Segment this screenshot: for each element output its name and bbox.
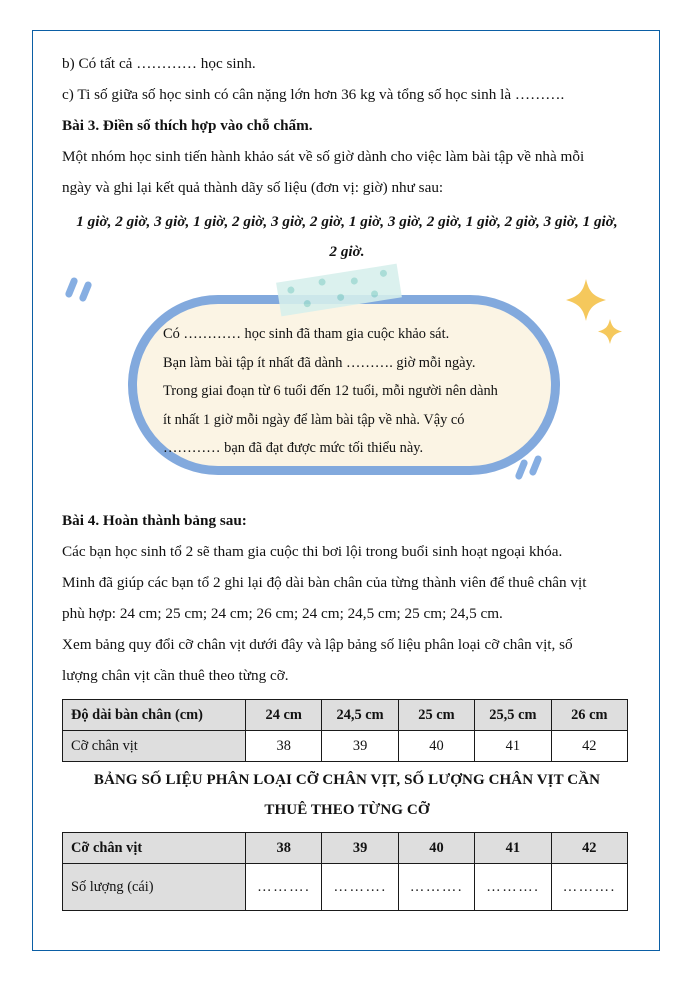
table-row xyxy=(63,731,628,762)
table1-row1-cell-2: 25 cm xyxy=(398,700,474,731)
table-row xyxy=(63,700,628,731)
table2-row1-cell-4: 42 xyxy=(551,833,627,864)
sparkle-small-icon xyxy=(598,319,622,344)
quote-mark-top-left-icon xyxy=(68,277,75,298)
callout-line-5: ………… bạn đã đạt được mức tối thiểu này. xyxy=(163,440,424,457)
exercise4-line3: phù hợp: 24 cm; 25 cm; 24 cm; 26 cm; 24 cm; 24,5 cm; 25 cm; 24,5 cm. xyxy=(62,605,503,622)
table1-row2-cell-0: 38 xyxy=(246,731,322,762)
callout-line-4: ít nhất 1 giờ mỗi ngày để làm bài tập về nhà. Vậy có xyxy=(163,411,465,428)
table2-caption-line2: THUÊ THEO TỪNG CỠ xyxy=(264,802,430,818)
table2-row2-blank-1[interactable]: ………. xyxy=(322,864,398,911)
table2-row1-label: Cỡ chân vịt xyxy=(63,833,246,864)
exercise3-intro-line2: ngày và ghi lại kết quả thành dãy số liệu (đơn vị: giờ) như sau: xyxy=(62,179,444,196)
table1-row2-cell-3: 41 xyxy=(475,731,551,762)
exercise4-heading: Bài 4. Hoàn thành bảng sau: xyxy=(62,512,247,529)
table1-row1-label: Độ dài bàn chân (cm) xyxy=(63,700,246,731)
exercise2-item-c: c) Ti số giữa số học sinh có cân nặng lớn hơn 36 kg và tổng số học sinh là ………. xyxy=(62,86,565,103)
table2-row2-label: Số lượng (cái) xyxy=(63,864,246,911)
exercise4-line4: Xem bảng quy đổi cỡ chân vịt dưới đây và lập bảng số liệu phân loại cỡ chân vịt, số xyxy=(62,636,573,653)
exercise3-intro-line1: Một nhóm học sinh tiến hành khảo sát về số giờ dành cho việc làm bài tập về nhà mỗi xyxy=(62,148,585,165)
table1-row1-cell-0: 24 cm xyxy=(246,700,322,731)
table1-row2-label: Cỡ chân vịt xyxy=(63,731,246,762)
table2-row1-cell-0: 38 xyxy=(246,833,322,864)
exercise3-callout-box xyxy=(128,295,560,475)
exercise3-callout-region xyxy=(62,273,632,505)
table1-row2-cell-1: 39 xyxy=(322,731,398,762)
table1-row2-cell-4: 42 xyxy=(551,731,627,762)
sparkle-large-icon xyxy=(566,279,606,321)
worksheet-content xyxy=(62,48,632,911)
foot-size-conversion-table xyxy=(62,699,628,762)
exercise4-line1: Các bạn học sinh tổ 2 sẽ tham gia cuộc thi bơi lội trong buổi sinh hoạt ngoại khóa. xyxy=(62,543,563,560)
table-row xyxy=(63,864,628,911)
table-row xyxy=(63,833,628,864)
table2-row2-blank-4[interactable]: ………. xyxy=(551,864,627,911)
table2-row2-blank-3[interactable]: ………. xyxy=(475,864,551,911)
table2-row1-cell-2: 40 xyxy=(398,833,474,864)
callout-line-1: Có ………… học sinh đã tham gia cuộc khảo sát. xyxy=(163,326,450,342)
exercise2-item-b: b) Có tất cả ………… học sinh. xyxy=(62,55,256,72)
exercise4-line2: Minh đã giúp các bạn tổ 2 ghi lại độ dài bàn chân của từng thành viên để thuê chân vịt xyxy=(62,574,587,591)
table1-row1-cell-3: 25,5 cm xyxy=(475,700,551,731)
table2-row1-cell-1: 39 xyxy=(322,833,398,864)
table1-row1-cell-4: 26 cm xyxy=(551,700,627,731)
callout-line-2: Bạn làm bài tập ít nhất đã dành ………. giờ mỗi ngày. xyxy=(163,354,476,371)
callout-line-3: Trong giai đoạn từ 6 tuổi đến 12 tuổi, mỗi người nên dành xyxy=(163,383,498,400)
exercise4-line5: lượng chân vịt cần thuê theo từng cỡ. xyxy=(62,667,289,684)
table2-row2-blank-0[interactable]: ………. xyxy=(246,864,322,911)
exercise3-heading: Bài 3. Điền số thích hợp vào chỗ chấm. xyxy=(62,117,313,134)
table2-row2-blank-2[interactable]: ………. xyxy=(398,864,474,911)
table1-row2-cell-2: 40 xyxy=(398,731,474,762)
exercise3-data-sequence: 1 giờ, 2 giờ, 3 giờ, 1 giờ, 2 giờ, 3 giờ, 2 giờ, 1 giờ, 3 giờ, 2 giờ, 1 giờ, 2 giờ, 3 giờ, 1 giờ, 2 giờ. xyxy=(76,213,618,260)
table2-row1-cell-3: 41 xyxy=(475,833,551,864)
propeller-size-count-table xyxy=(62,832,628,911)
table1-row1-cell-1: 24,5 cm xyxy=(322,700,398,731)
callout-text-block xyxy=(163,320,527,463)
table2-caption-line1: BẢNG SỐ LIỆU PHÂN LOẠI CỠ CHÂN VỊT, SỐ LƯỢNG CHÂN VỊT CẦN xyxy=(93,772,601,788)
